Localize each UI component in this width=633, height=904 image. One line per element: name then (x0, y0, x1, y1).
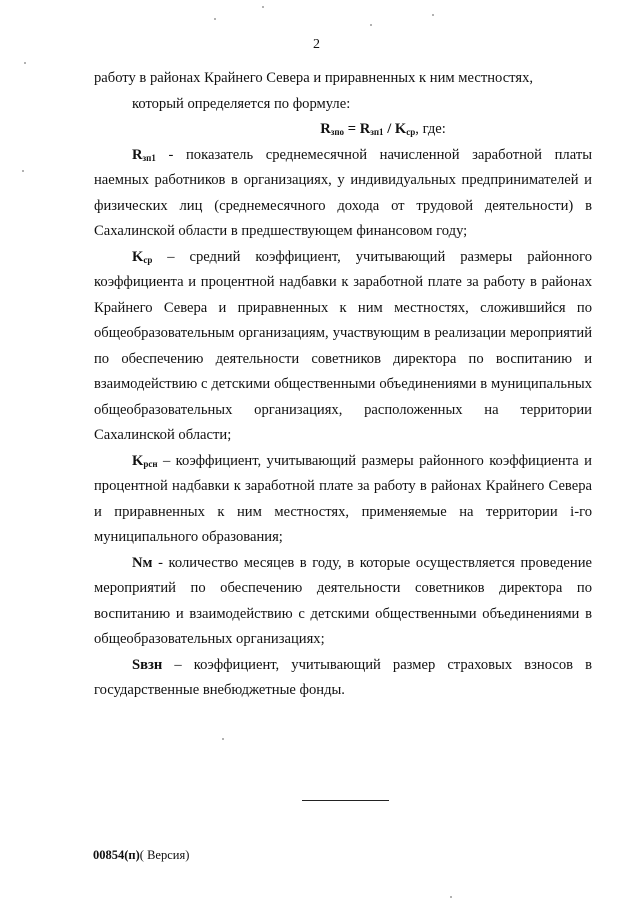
definition-symbol-main: R (132, 146, 143, 163)
formula-k-subscript: ср (406, 127, 416, 137)
scan-speck (432, 14, 434, 16)
definition-symbol-main: K (132, 452, 144, 469)
definition-nm (94, 551, 592, 653)
document-version-label: ( Версия) (139, 848, 190, 862)
intro-line-2 (94, 92, 592, 118)
definition-ksr (94, 245, 592, 449)
formula-k (395, 121, 415, 137)
scan-speck (450, 896, 452, 898)
formula-r1 (360, 121, 384, 137)
scan-speck (22, 170, 24, 172)
scan-speck (214, 18, 216, 20)
scan-speck (370, 24, 372, 26)
definition-text: - количество месяцев в году, в которые осуществляется проведение мероприятий по обеспечению деятельности советников директора по воспитанию и взаимодействию с детскими общественными объединениями в общеобразовательных организациях; (94, 554, 592, 647)
formula-tail: , где: (415, 121, 446, 137)
definition-symbol-main: K (132, 248, 144, 265)
intro-line-2-text: который определяется по формуле: (132, 95, 351, 112)
scan-speck (262, 6, 264, 8)
page-number: 2 (313, 37, 320, 52)
formula (94, 117, 592, 143)
formula-r1-symbol: R (359, 121, 371, 137)
definition-krsn (94, 449, 592, 551)
definition-symbol-main: Nм (132, 554, 153, 571)
definition-symbol (132, 657, 162, 673)
definition-text: - показатель среднемесячной начисленной заработной платы наемных работников в организациях, у индивидуальных предпринимателей и физических лиц (среднемесячного дохода от трудовой деятельности) в Сахалинской области в предшествующем финансовом году; (94, 146, 592, 239)
definition-rzp1 (94, 143, 592, 245)
definition-symbol-sub: ср (143, 254, 153, 265)
closing-rule (302, 800, 389, 801)
definition-symbol-main: Sвзн (132, 656, 163, 673)
formula-lhs-subscript: зпо (330, 127, 345, 137)
definition-text: – средний коэффициент, учитывающий размеры районного коэффициента и процентной надбавки к заработной плате за работу в районах Крайнего Севера и приравненных к ним местностях, сложившийся по общеобразовательным организациям, участвующим в реализации мероприятий по обеспечению деятельности советников директора по воспитанию и взаимодействию с детскими общественными объединениями в муниципальных общеобразовательных организациях, расположенных на территории Сахалинской области; (94, 248, 592, 443)
document-code: 00854(п) (93, 848, 140, 862)
definition-symbol (132, 555, 152, 571)
formula-equals: = (344, 121, 360, 137)
formula-k-symbol: K (394, 121, 407, 137)
definition-symbol (132, 453, 158, 469)
scan-speck (222, 738, 224, 740)
definition-symbol (132, 249, 152, 265)
document-body (94, 66, 592, 704)
definition-symbol-sub: зп1 (142, 152, 156, 163)
definition-symbol (132, 147, 156, 163)
intro-line-1: работу в районах Крайнего Севера и приравненных к ним местностях, (94, 70, 534, 86)
definition-text: – коэффициент, учитывающий размер страховых взносов в государственные внебюджетные фонды. (94, 656, 592, 698)
definition-svzn (94, 653, 592, 704)
definition-symbol-sub: рсн (143, 458, 158, 469)
definition-text: – коэффициент, учитывающий размеры районного коэффициента и процентной надбавки к заработной плате за работу в районах Крайнего Севера и приравненных к ним местностях, применяемые на территории i-го муниципального образования; (94, 452, 592, 545)
document-footer (93, 848, 189, 863)
scan-speck (24, 62, 26, 64)
formula-lhs (320, 121, 344, 137)
formula-divide: / (383, 121, 395, 137)
formula-r1-subscript: зп1 (370, 127, 384, 137)
formula-lhs-symbol: R (320, 121, 331, 137)
